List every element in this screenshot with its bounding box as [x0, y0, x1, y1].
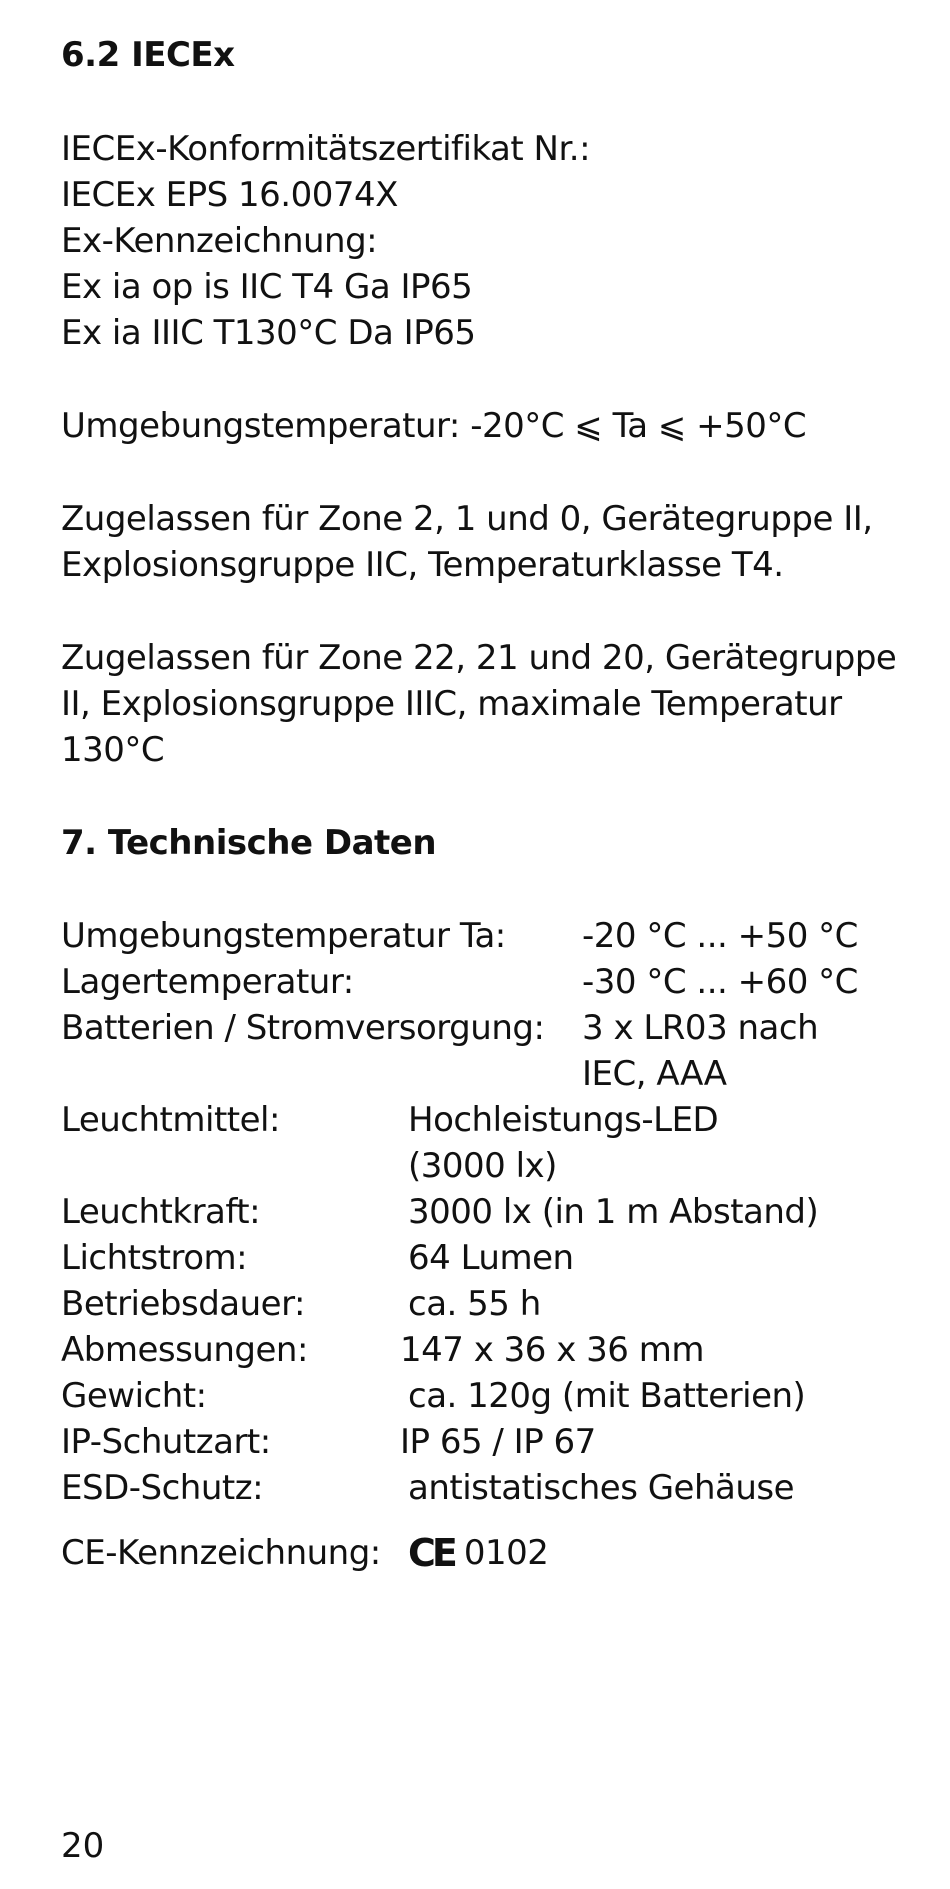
- spec-value: IP 65 / IP 67: [400, 1422, 596, 1462]
- spec-label: ESD-Schutz:: [61, 1468, 264, 1508]
- spec-value: antistatisches Gehäuse: [408, 1468, 795, 1508]
- section-heading-iecex: 6.2 IECEx: [61, 35, 235, 75]
- cert-number: IECEx EPS 16.0074X: [61, 175, 398, 215]
- spec-label: Gewicht:: [61, 1376, 207, 1416]
- ce-mark-icon: CE: [408, 1531, 454, 1575]
- spec-label: Leuchtmittel:: [61, 1100, 280, 1140]
- spec-value: ca. 55 h: [408, 1284, 541, 1324]
- ambient-temperature: Umgebungstemperatur: -20°C ⩽ Ta ⩽ +50°C: [61, 406, 807, 446]
- spec-value: ca. 120g (mit Batterien): [408, 1376, 806, 1416]
- page-number: 20: [61, 1826, 105, 1866]
- marking-label: Ex-Kennzeichnung:: [61, 221, 378, 261]
- spec-value: -20 °C ... +50 °C: [582, 916, 858, 956]
- zone-dust-line-1: Zugelassen für Zone 22, 21 und 20, Gerätegruppe: [61, 638, 897, 678]
- ce-marking: [408, 1530, 548, 1576]
- spec-value: 3000 lx (in 1 m Abstand): [408, 1192, 819, 1232]
- ce-label: CE-Kennzeichnung:: [61, 1533, 381, 1573]
- zone-gas-line-1: Zugelassen für Zone 2, 1 und 0, Gerätegruppe II,: [61, 499, 873, 539]
- spec-value: Hochleistungs-LED: [408, 1100, 719, 1140]
- section-heading-tech-data: 7. Technische Daten: [61, 823, 437, 863]
- zone-dust-line-2: II, Explosionsgruppe IIIC, maximale Temperatur: [61, 684, 842, 724]
- spec-label: Abmessungen:: [61, 1330, 308, 1370]
- spec-value: 147 x 36 x 36 mm: [400, 1330, 704, 1370]
- ce-number: 0102: [463, 1533, 549, 1573]
- marking-dust: Ex ia IIIC T130°C Da IP65: [61, 313, 476, 353]
- cert-label: IECEx-Konformitätszertifikat Nr.:: [61, 129, 591, 169]
- spec-value: 3 x LR03 nach: [582, 1008, 819, 1048]
- spec-label: Betriebsdauer:: [61, 1284, 305, 1324]
- spec-value: 64 Lumen: [408, 1238, 574, 1278]
- marking-gas: Ex ia op is IIC T4 Ga IP65: [61, 267, 473, 307]
- spec-label: IP-Schutzart:: [61, 1422, 271, 1462]
- spec-label: Lagertemperatur:: [61, 962, 354, 1002]
- spec-label: Lichtstrom:: [61, 1238, 248, 1278]
- spec-value: -30 °C ... +60 °C: [582, 962, 858, 1002]
- spec-label: Leuchtkraft:: [61, 1192, 261, 1232]
- spec-value-continued: (3000 lx): [408, 1146, 557, 1186]
- spec-label: Umgebungstemperatur Ta:: [61, 916, 506, 956]
- spec-label: Batterien / Stromversorgung:: [61, 1008, 545, 1048]
- zone-gas-line-2: Explosionsgruppe IIC, Temperaturklasse T4.: [61, 545, 784, 585]
- zone-dust-line-3: 130°C: [61, 730, 165, 770]
- spec-value-continued: IEC, AAA: [582, 1054, 727, 1094]
